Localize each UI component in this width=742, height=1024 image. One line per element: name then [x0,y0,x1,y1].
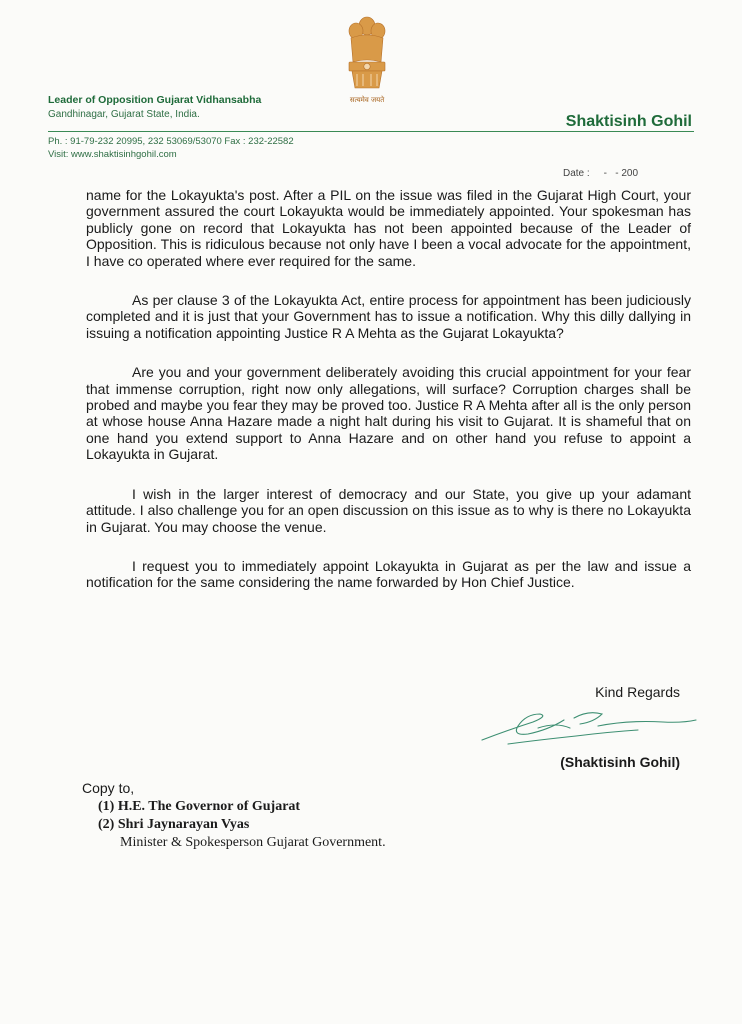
copy-recipient-title: Minister & Spokesperson Gujarat Government. [120,835,386,850]
copy-to-heading: Copy to, [82,780,135,796]
letterhead-name: Shaktisinh Gohil [565,113,692,130]
emblem-motto: सत्यमेव जयते [349,96,385,104]
national-emblem-icon [343,14,391,96]
copy-recipient: (2) Shri Jaynarayan Vyas [98,817,250,832]
letterhead-divider [48,131,694,132]
closing-regards: Kind Regards [595,684,680,700]
contact-website: Visit: www.shaktisinhgohil.com [48,149,177,160]
body-paragraph: Are you and your government deliberately avoiding this crucial appointment for your fear that immense corruption, right now only allegations, will surface? Corruption charges shall be probed and maybe you fear they may be proved too. Justice R A Mehta after all is the only person at whose house Anna Hazare made a night halt during his visit to Gujarat. It is shameful that on one hand you extend support to Anna Hazare and on other hand you refuse to appoint a Lokayukta in Gujarat. [86,364,691,463]
copy-to-list [98,798,386,852]
organization-title: Leader of Opposition Gujarat Vidhansabha [48,94,262,106]
copy-recipient: (1) H.E. The Governor of Gujarat [98,799,301,814]
body-paragraph: As per clause 3 of the Lokayukta Act, entire process for appointment has been judiciously completed and it is just that your Government has to issue a notification. Why this dilly dallying in issuing a notification appointing Justice R A Mehta as the Gujarat Lokayukta? [86,292,691,341]
signatory-name: (Shaktisinh Gohil) [560,754,680,770]
body-paragraph: name for the Lokayukta's post. After a PIL on the issue was filed in the Gujarat High Court, your government assured the court Lokayukta would be immediately appointed. Your spokesman has publicly gone on record that Lokayukta has not been appointed because of the Leader of Opposition. This is ridiculous because not only have I been a vocal advocate for the appointment, I have co operated where ever required for the same. [86,187,691,269]
organization-address: Gandhinagar, Gujarat State, India. [48,109,200,120]
letter-body [86,187,691,614]
date-field: Date : - - 200 [563,168,639,179]
body-paragraph: I wish in the larger interest of democracy and our State, you give up your adamant attitude. I also challenge you for an open discussion on this issue as to why is there no Lokayukta in Gujarat. You may choose the venue. [86,485,691,535]
handwritten-signature [478,700,698,750]
contact-phone: Ph. : 91-79-232 20995, 232 53069/53070 Fax : 232-22582 [48,136,294,147]
body-paragraph: I request you to immediately appoint Lokayukta in Gujarat as per the law and issue a notification for the same considering the name forwarded by Hon Chief Justice. [86,557,691,591]
